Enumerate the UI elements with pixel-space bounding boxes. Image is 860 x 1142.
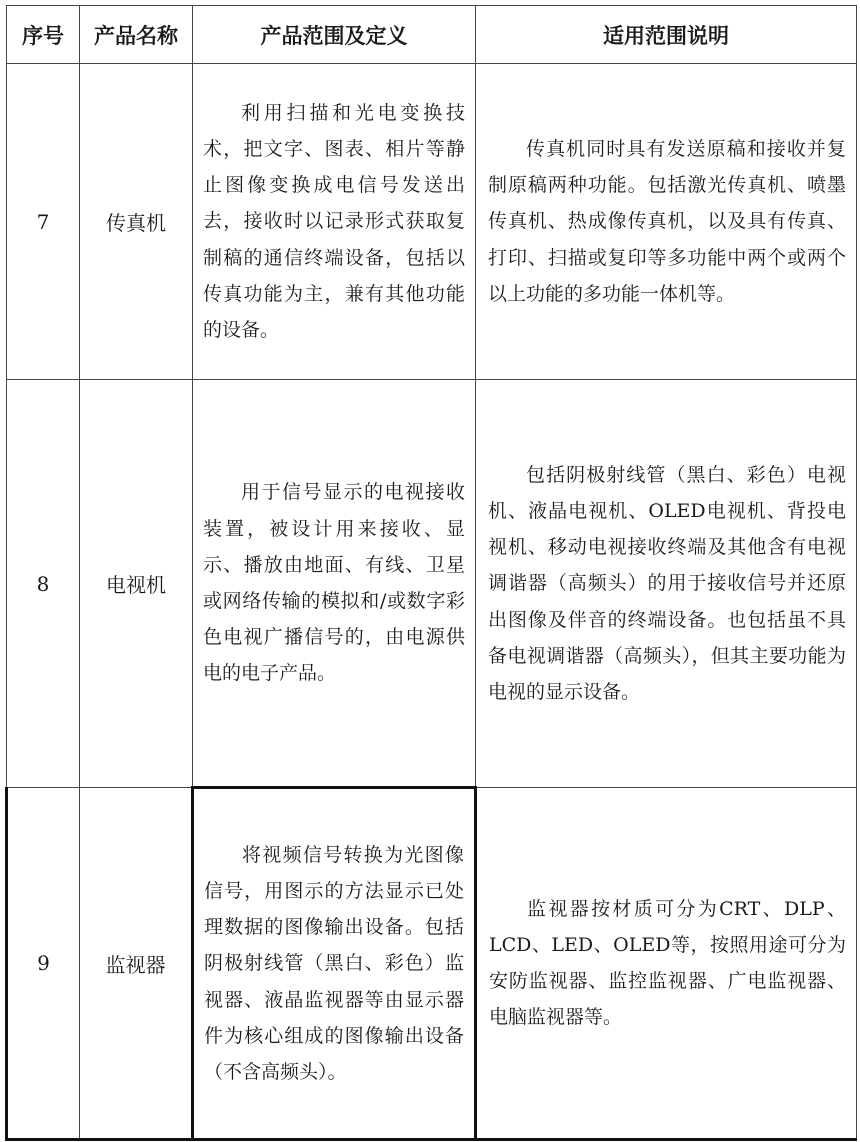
header-definition: 产品范围及定义 xyxy=(193,6,476,64)
product-name: 监视器 xyxy=(80,788,193,1140)
product-scope-table xyxy=(5,5,857,1141)
product-name: 电视机 xyxy=(80,380,193,788)
definition-text: 用于信号显示的电视接收装置，被设计用来接收、显示、播放由地面、有线、卫星或网络传输的模拟和/或数字彩色电视广播信号的，由电源供电的电子产品。 xyxy=(203,481,465,685)
header-scope: 适用范围说明 xyxy=(476,6,857,64)
scope-description xyxy=(476,380,857,788)
scope-text: 传真机同时具有发送原稿和接收并复制原稿两种功能。包括激光传真机、喷墨传真机、热成像传真机，以及具有传真、打印、扫描或复印等多功能中两个或两个以上功能的多功能一体机等。 xyxy=(488,137,846,305)
definition-text: 利用扫描和光电变换技术，把文字、图表、相片等静止图像变换成电信号发送出去，接收时以记录形式获取复制稿的通信终端设备，包括以传真功能为主，兼有其他功能的设备。 xyxy=(203,101,465,341)
scope-text: 监视器按材质可分为CRT、DLP、LCD、LED、OLED等，按照用途可分为安防监视器、监控监视器、广电监视器、电脑监视器等。 xyxy=(489,897,846,1029)
row-number: 7 xyxy=(7,64,80,380)
product-definition xyxy=(193,64,476,380)
table-row xyxy=(7,788,857,1140)
product-name: 传真机 xyxy=(80,64,193,380)
product-definition xyxy=(193,380,476,788)
row-number: 8 xyxy=(7,380,80,788)
table-header-row xyxy=(7,6,857,64)
header-name: 产品名称 xyxy=(80,6,193,64)
table-row xyxy=(7,64,857,380)
scope-description xyxy=(476,64,857,380)
scope-text: 包括阴极射线管（黑白、彩色）电视机、液晶电视机、OLED电视机、背投电视机、移动电视接收终端及其他含有电视调谐器（高频头）的用于接收信号并还原出图像及伴音的终端设备。也包括虽不具备电视调谐器（高频头），但其主要功能为电视的显示设备。 xyxy=(488,463,846,703)
row-number: 9 xyxy=(7,788,80,1140)
header-num: 序号 xyxy=(7,6,80,64)
definition-text: 将视频信号转换为光图像信号，用图示的方法显示已处理数据的图像输出设备。包括阴极射线管（黑白、彩色）监视器、液晶监视器等由显示器件为核心组成的图像输出设备（不含高频头）。 xyxy=(204,843,464,1083)
scope-description xyxy=(476,788,857,1140)
table-row xyxy=(7,380,857,788)
product-definition xyxy=(193,788,476,1140)
